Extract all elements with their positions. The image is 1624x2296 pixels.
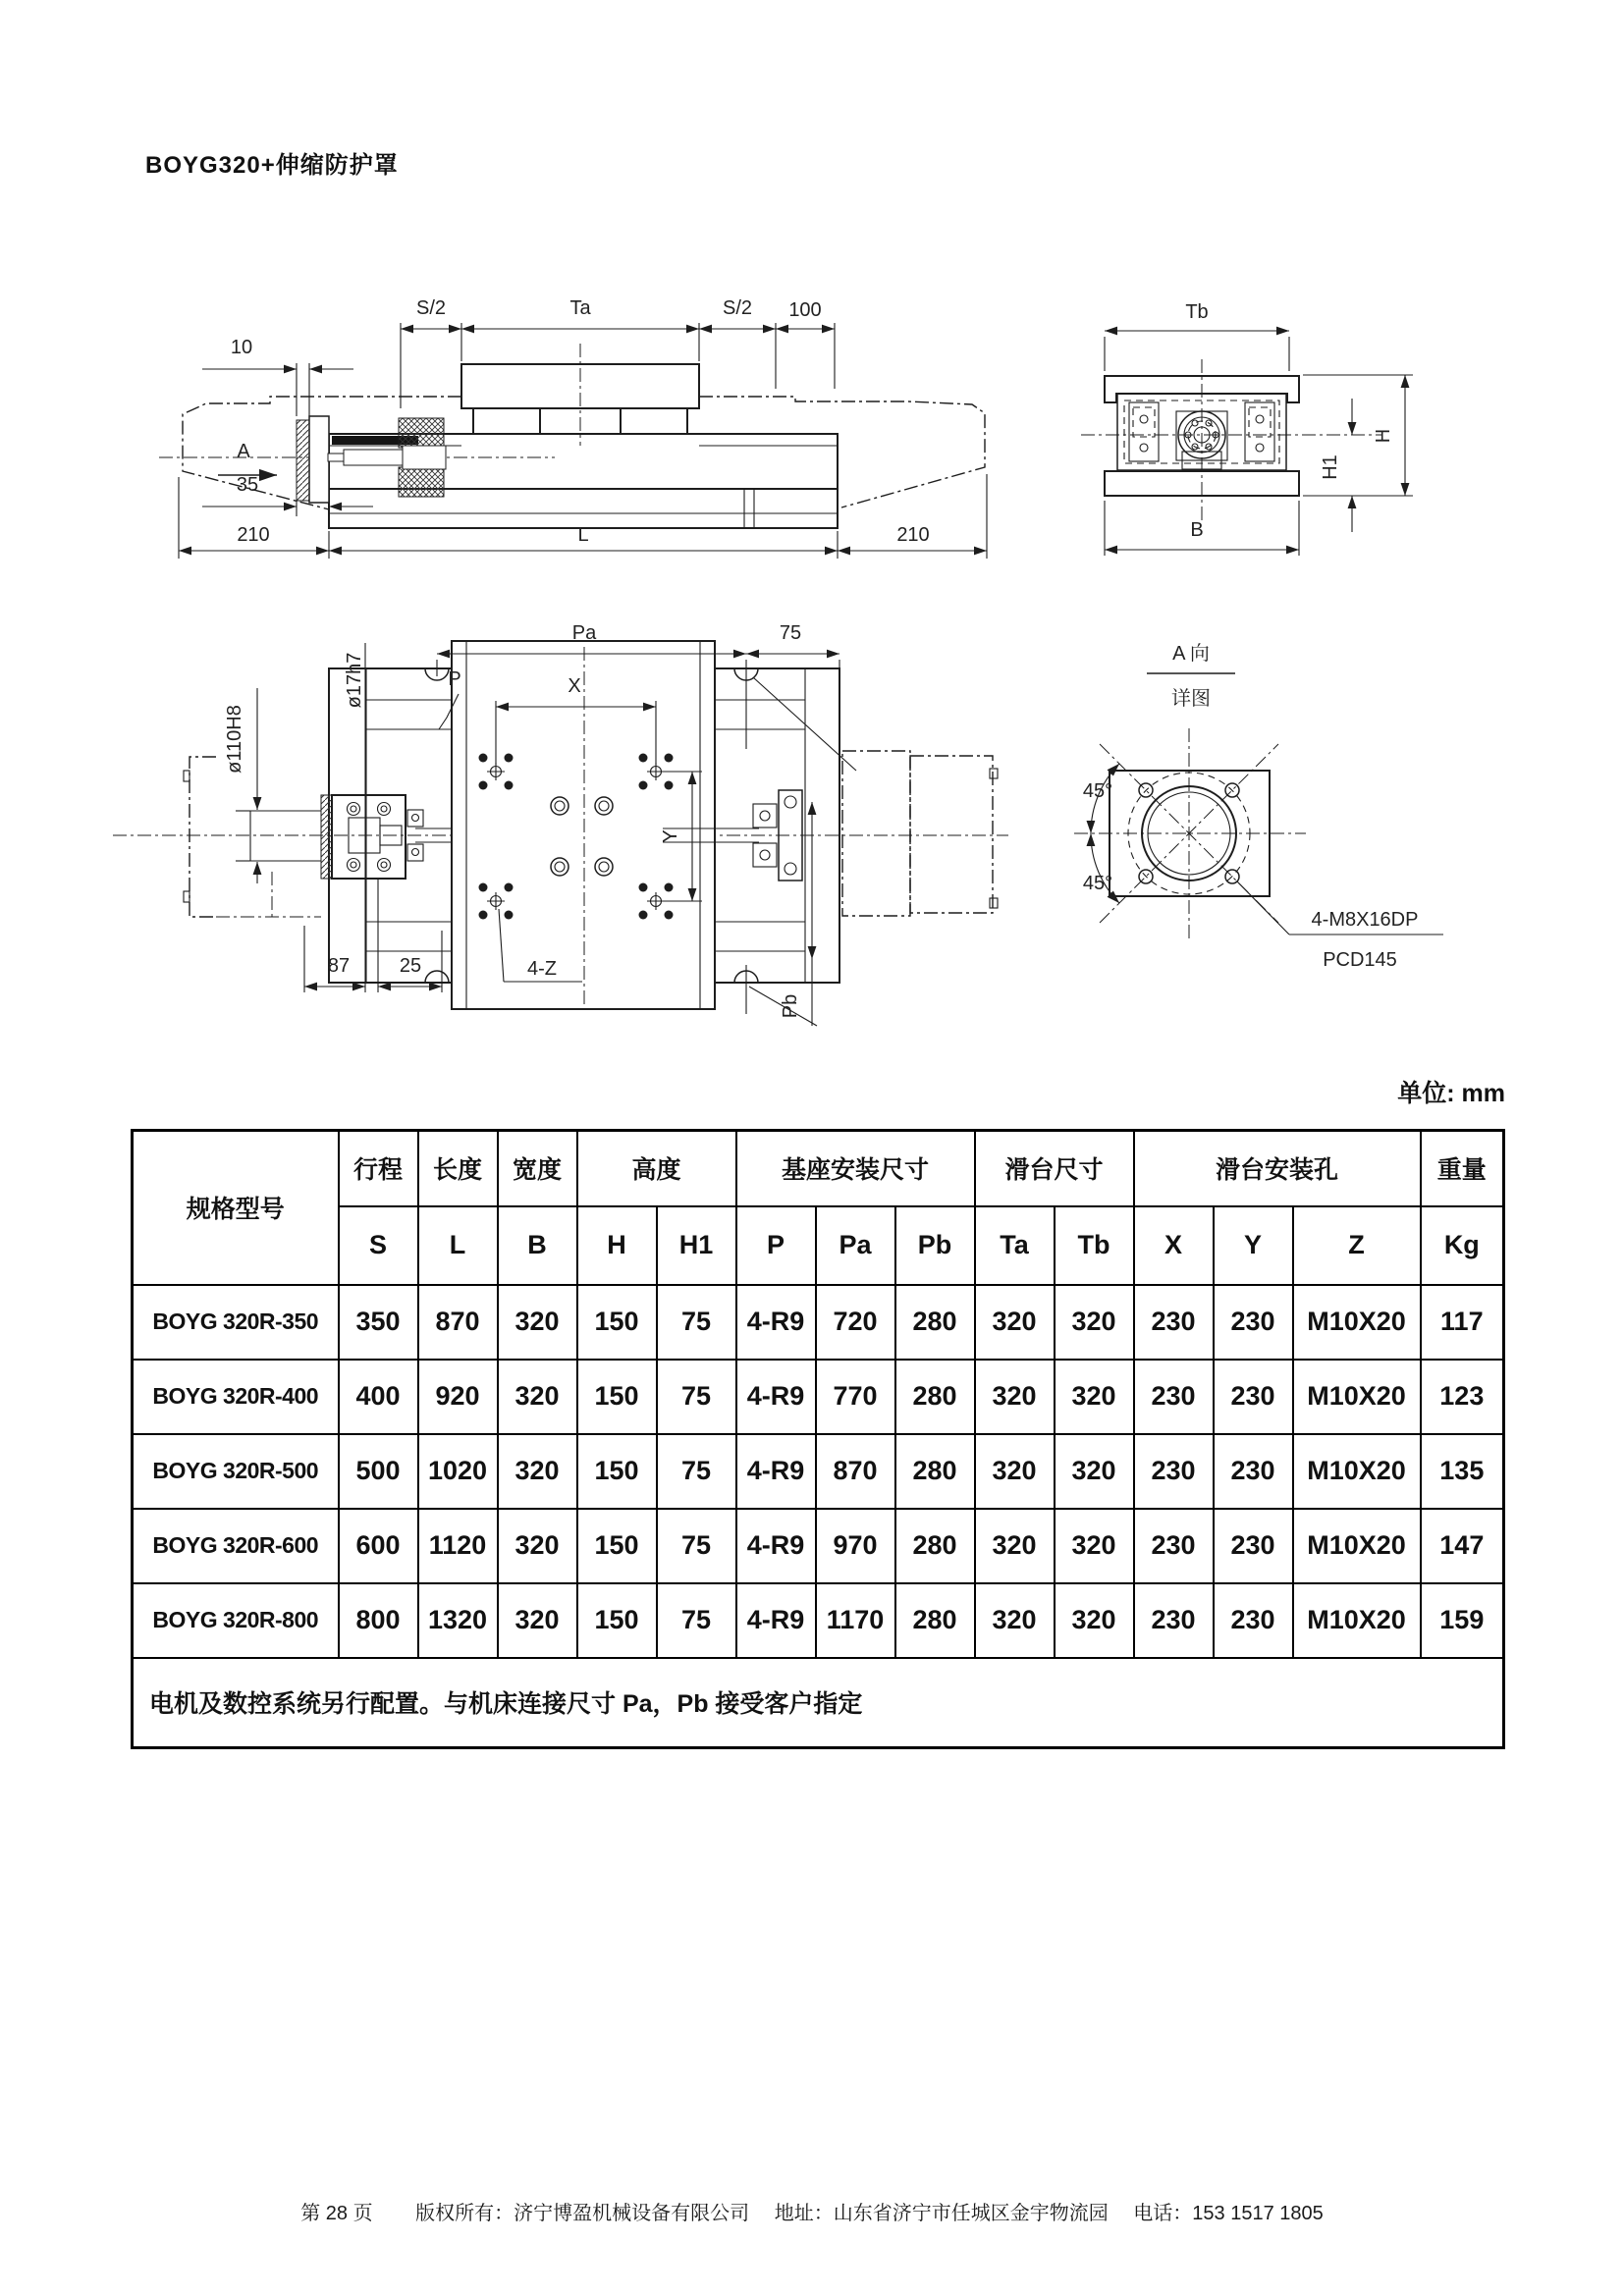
value-cell: 280 <box>895 1360 975 1434</box>
value-cell: 320 <box>975 1434 1055 1509</box>
detail-view-drawing <box>1060 628 1532 982</box>
value-cell: 230 <box>1214 1360 1293 1434</box>
header-symbol: Pa <box>816 1206 895 1285</box>
value-cell: 150 <box>577 1583 657 1658</box>
model-cell: BOYG 320R-600 <box>133 1509 339 1583</box>
model-cell: BOYG 320R-500 <box>133 1434 339 1509</box>
value-cell: M10X20 <box>1293 1285 1421 1360</box>
value-cell: 320 <box>498 1360 577 1434</box>
spec-table <box>131 1129 1505 1749</box>
header-group: 长度 <box>418 1131 498 1206</box>
header-symbol: S <box>339 1206 418 1285</box>
dim-label-pb: Pb <box>780 993 801 1019</box>
table-row <box>133 1434 1504 1509</box>
dim-label-10: 10 <box>230 337 253 358</box>
header-model: 规格型号 <box>133 1131 339 1285</box>
unit-label: 单位: mm <box>1397 1080 1505 1107</box>
value-cell: 800 <box>339 1583 418 1658</box>
table-row <box>133 1509 1504 1583</box>
dim-label-dia110h8: ø110H8 <box>224 705 245 774</box>
value-cell: 320 <box>498 1434 577 1509</box>
value-cell: 320 <box>1055 1509 1134 1583</box>
value-cell: 770 <box>816 1360 895 1434</box>
footer-phone: 电话：153 1517 1805 <box>1133 2203 1324 2224</box>
value-cell: 870 <box>816 1434 895 1509</box>
value-cell: 350 <box>339 1285 418 1360</box>
table-row <box>133 1285 1504 1360</box>
dim-label-210-left: 210 <box>237 524 270 546</box>
header-symbol: Ta <box>975 1206 1055 1285</box>
value-cell: 230 <box>1134 1434 1214 1509</box>
header-symbol: P <box>736 1206 816 1285</box>
callout-pcd: PCD145 <box>1323 949 1397 971</box>
dim-label-p: P <box>448 668 461 690</box>
model-cell: BOYG 320R-400 <box>133 1360 339 1434</box>
detail-title-line1: A 向 <box>1172 643 1210 665</box>
value-cell: M10X20 <box>1293 1360 1421 1434</box>
value-cell: 150 <box>577 1509 657 1583</box>
value-cell: 320 <box>1055 1360 1134 1434</box>
value-cell: 4-R9 <box>736 1434 816 1509</box>
value-cell: 4-R9 <box>736 1583 816 1658</box>
dim-label-75: 75 <box>779 622 802 644</box>
dim-label-87: 87 <box>327 955 351 977</box>
header-group: 滑台安装孔 <box>1134 1131 1421 1206</box>
table-row <box>133 1360 1504 1434</box>
header-symbol: H <box>577 1206 657 1285</box>
end-view-drawing <box>1065 265 1517 569</box>
value-cell: 1120 <box>418 1509 498 1583</box>
value-cell: 230 <box>1134 1360 1214 1434</box>
value-cell: 150 <box>577 1434 657 1509</box>
value-cell: 320 <box>975 1285 1055 1360</box>
dim-label-s2-left: S/2 <box>415 297 447 319</box>
footer-address: 地址：山东省济宁市任城区金宇物流园 <box>774 2203 1109 2224</box>
value-cell: 320 <box>1055 1434 1134 1509</box>
value-cell: 280 <box>895 1583 975 1658</box>
value-cell: 147 <box>1421 1509 1504 1583</box>
dim-label-y: Y <box>660 829 681 843</box>
value-cell: 75 <box>657 1583 736 1658</box>
table-note: 电机及数控系统另行配置。与机床连接尺寸 Pa，Pb 接受客户指定 <box>133 1658 1504 1748</box>
value-cell: 230 <box>1214 1285 1293 1360</box>
header-symbol: Z <box>1293 1206 1421 1285</box>
value-cell: 75 <box>657 1509 736 1583</box>
dim-label-100: 100 <box>788 299 822 321</box>
value-cell: 720 <box>816 1285 895 1360</box>
table-row <box>133 1583 1504 1658</box>
dim-label-L: L <box>577 524 589 546</box>
dim-label-h1: H1 <box>1320 454 1341 480</box>
value-cell: M10X20 <box>1293 1583 1421 1658</box>
header-group: 高度 <box>577 1131 736 1206</box>
header-group: 重量 <box>1421 1131 1504 1206</box>
model-cell: BOYG 320R-350 <box>133 1285 339 1360</box>
detail-title-line2: 详图 <box>1171 688 1211 710</box>
callout-thread: 4-M8X16DP <box>1311 909 1419 931</box>
value-cell: 230 <box>1214 1583 1293 1658</box>
header-symbol: L <box>418 1206 498 1285</box>
value-cell: 159 <box>1421 1583 1504 1658</box>
value-cell: 320 <box>975 1360 1055 1434</box>
value-cell: 400 <box>339 1360 418 1434</box>
dim-label-25: 25 <box>399 955 422 977</box>
value-cell: 320 <box>975 1583 1055 1658</box>
dim-label-x: X <box>568 675 581 697</box>
angle-label-bottom: 45° <box>1082 873 1113 894</box>
value-cell: 230 <box>1134 1285 1214 1360</box>
header-group: 宽度 <box>498 1131 577 1206</box>
value-cell: M10X20 <box>1293 1434 1421 1509</box>
value-cell: 320 <box>498 1285 577 1360</box>
value-cell: 230 <box>1214 1434 1293 1509</box>
value-cell: 320 <box>1055 1285 1134 1360</box>
dim-label-dia17h7: ø17h7 <box>344 652 365 709</box>
dim-label-b: B <box>1190 519 1204 541</box>
value-cell: M10X20 <box>1293 1509 1421 1583</box>
value-cell: 320 <box>498 1583 577 1658</box>
footer-page-number: 第 28 页 <box>300 2203 373 2224</box>
value-cell: 600 <box>339 1509 418 1583</box>
value-cell: 75 <box>657 1434 736 1509</box>
model-cell: BOYG 320R-800 <box>133 1583 339 1658</box>
header-symbol: Pb <box>895 1206 975 1285</box>
view-arrow-label: A <box>237 441 250 462</box>
value-cell: 970 <box>816 1509 895 1583</box>
value-cell: 150 <box>577 1285 657 1360</box>
dim-label-35: 35 <box>236 474 259 496</box>
side-view-drawing <box>108 253 1031 567</box>
value-cell: 75 <box>657 1285 736 1360</box>
header-group: 基座安装尺寸 <box>736 1131 975 1206</box>
dim-label-4z: 4-Z <box>527 958 557 980</box>
value-cell: 230 <box>1134 1583 1214 1658</box>
header-group: 滑台尺寸 <box>975 1131 1134 1206</box>
value-cell: 150 <box>577 1360 657 1434</box>
value-cell: 4-R9 <box>736 1285 816 1360</box>
header-symbol: X <box>1134 1206 1214 1285</box>
value-cell: 75 <box>657 1360 736 1434</box>
value-cell: 1020 <box>418 1434 498 1509</box>
value-cell: 135 <box>1421 1434 1504 1509</box>
value-cell: 280 <box>895 1509 975 1583</box>
value-cell: 870 <box>418 1285 498 1360</box>
value-cell: 117 <box>1421 1285 1504 1360</box>
value-cell: 230 <box>1214 1509 1293 1583</box>
header-symbol: Kg <box>1421 1206 1504 1285</box>
value-cell: 1320 <box>418 1583 498 1658</box>
value-cell: 123 <box>1421 1360 1504 1434</box>
footer-copyright: 版权所有：济宁博盈机械设备有限公司 <box>415 2203 750 2224</box>
dim-label-tb: Tb <box>1185 301 1209 323</box>
dim-label-210-right: 210 <box>896 524 930 546</box>
value-cell: 230 <box>1134 1509 1214 1583</box>
value-cell: 4-R9 <box>736 1360 816 1434</box>
header-group: 行程 <box>339 1131 418 1206</box>
value-cell: 1170 <box>816 1583 895 1658</box>
page-footer <box>0 2197 1624 2225</box>
value-cell: 320 <box>975 1509 1055 1583</box>
header-symbol: Y <box>1214 1206 1293 1285</box>
dim-label-h: H <box>1373 428 1394 444</box>
dim-label-ta: Ta <box>569 297 591 319</box>
value-cell: 280 <box>895 1285 975 1360</box>
value-cell: 920 <box>418 1360 498 1434</box>
header-symbol: B <box>498 1206 577 1285</box>
page-title: BOYG320+伸缩防护罩 <box>145 152 399 179</box>
value-cell: 320 <box>1055 1583 1134 1658</box>
value-cell: 4-R9 <box>736 1509 816 1583</box>
header-symbol: Tb <box>1055 1206 1134 1285</box>
plan-view-drawing <box>113 582 1114 1029</box>
dim-label-pa: Pa <box>571 622 597 644</box>
dim-label-s2-right: S/2 <box>722 297 753 319</box>
value-cell: 500 <box>339 1434 418 1509</box>
value-cell: 280 <box>895 1434 975 1509</box>
angle-label-top: 45° <box>1082 780 1113 802</box>
header-symbol: H1 <box>657 1206 736 1285</box>
value-cell: 320 <box>498 1509 577 1583</box>
